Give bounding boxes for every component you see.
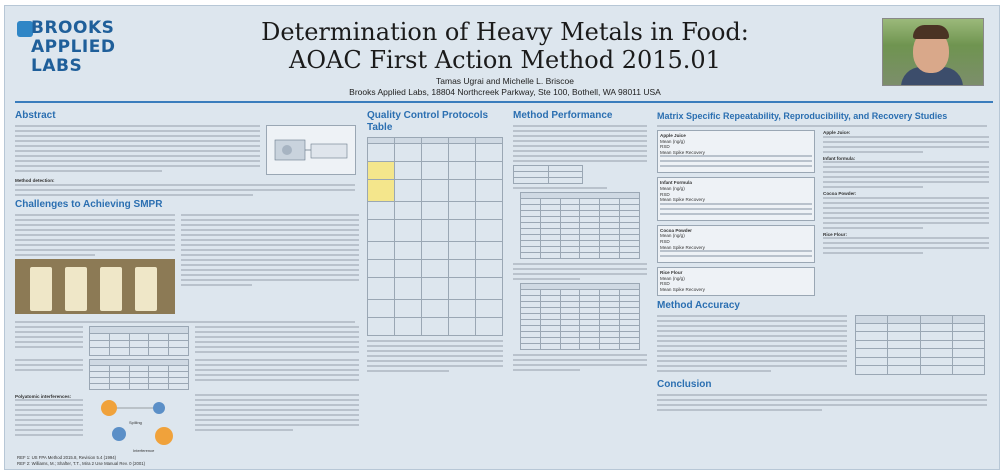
qc-text [367,340,503,372]
loq-text [15,359,83,390]
reference-1: REF 1: US FPA Method 2015.8, Revision 5.4 (1994) [17,455,117,460]
reproducibility-table [520,283,640,350]
crc-text [195,326,359,356]
sample-vials-photo [15,259,175,314]
mdl-table [513,165,583,184]
rice-flour-stat-2: RSD [660,281,670,287]
infant-formula-values [660,203,812,215]
method-accuracy-text [657,315,847,375]
cocoa-powder-values [660,250,812,257]
method-detection-label: Method detection: [15,178,55,183]
logo-line-1: BROOKS [31,18,115,38]
infant-formula-stat-1: Mean (ng/g) [660,185,685,191]
qc-table [367,137,503,336]
icp-ms-schematic-icon [267,126,357,176]
apple-juice-text [823,136,989,153]
logo-line-3: LABS [31,56,83,76]
apple-juice-label: Apple Juice: [823,130,851,135]
matrix-row-apple-juice: Apple Juice [660,133,686,138]
references [17,455,377,466]
qc-heading: Quality Control Protocols Table [367,110,489,133]
matrix-block-cocoa-powder [657,225,815,263]
instrument-diagram [266,125,356,175]
brooks-applied-labs-logo [17,19,139,79]
conclusion-text [657,394,987,411]
cocoa-powder-stat-3: Mean Spike Recovery [660,244,705,250]
rice-flour-stat-3: Mean Spike Recovery [660,286,705,292]
poster-title [145,18,865,74]
method-accuracy-heading: Method Accuracy [657,299,740,311]
infant-formula-stat-3: Mean Spike Recovery [660,197,705,203]
infant-formula-label: Infant formula: [823,155,856,161]
challenges-text [15,214,175,256]
kinetic-text [195,394,359,454]
method-performance-heading: Method Performance [513,110,613,121]
repeatability-label [513,187,647,189]
column-4 [657,110,991,414]
lod-text [15,326,83,356]
author-block [145,76,865,98]
cell-text [195,359,359,390]
loq-table [89,359,189,390]
rice-flour-text [823,237,989,254]
spilling-label: Spilling [129,419,142,425]
photo-hair [913,25,949,39]
reference-2: REF 2: Williams, M.; Shafter, T.T., Mira 2 Use Manual Rev. 0 (2001) [17,460,146,466]
polyatomic-label: Polyatomic interferences: [15,393,72,399]
poster [4,5,1000,470]
repeatability-table [520,192,640,259]
rice-flour-stat-1: Mean (ng/g) [660,275,685,281]
affiliation: Brooks Applied Labs, 18804 Northcreek Parkway, Ste 100, Bothell, WA 98011 USA [349,87,661,97]
abstract-text [15,125,260,175]
matrix-row-infant-formula: Infant Formula [660,180,692,186]
matrix-text [657,125,987,127]
title-line-1: Determination of Heavy Metals in Food: [261,18,749,46]
method-detection-text [15,184,355,196]
header-divider [15,101,993,103]
infant-formula-stat-2: RSD [660,191,670,197]
accuracy-table [855,315,985,375]
logo-line-2: APPLIED [31,37,116,57]
polyatomic-text [15,399,83,436]
conclusion-heading: Conclusion [657,378,712,390]
interference-diagram [89,394,189,454]
lod-table [89,326,189,356]
apple-juice-stat-3: Mean Spike Recovery [660,149,705,155]
matrix-block-rice-flour [657,267,815,295]
matrix-row-rice-flour: Rice Flour [660,270,683,276]
apple-juice-stat-1: Mean (ng/g) [660,138,685,144]
apple-juice-values [660,155,812,167]
matrix-heading: Matrix Specific Repeatability, Reproducibility, and Recovery Studies [657,111,948,121]
matrix-block-infant-formula [657,177,815,220]
abstract-heading: Abstract [15,110,56,121]
cocoa-powder-stat-2: RSD [660,238,670,244]
infant-formula-text [823,161,989,188]
title-line-2: AOAC First Action Method 2015.01 [289,46,721,74]
challenges-heading: Challenges to Achieving SMPR [15,198,163,210]
reproducibility-text [513,354,647,371]
matrix-block-apple-juice [657,130,815,173]
cocoa-powder-stat-1: Mean (ng/g) [660,233,685,239]
apple-juice-stat-2: RSD [660,144,670,150]
cocoa-powder-text [823,197,989,229]
column-3 [513,110,647,374]
repeatability-text [513,263,647,280]
method-performance-text [513,125,647,162]
authors: Tamas Ugrai and Michelle L. Briscoe [436,76,574,86]
matrix-row-cocoa-powder: Cocoa Powder [660,227,692,233]
interference-label: Interference [133,447,155,453]
smpr-note [15,321,355,323]
column-2 [367,110,503,375]
column-1 [15,110,360,454]
challenges-text-2 [181,214,359,286]
cocoa-powder-label: Cocoa Powder: [823,191,857,197]
author-photo [882,18,984,86]
rice-flour-label: Rice Flour: [823,231,847,237]
